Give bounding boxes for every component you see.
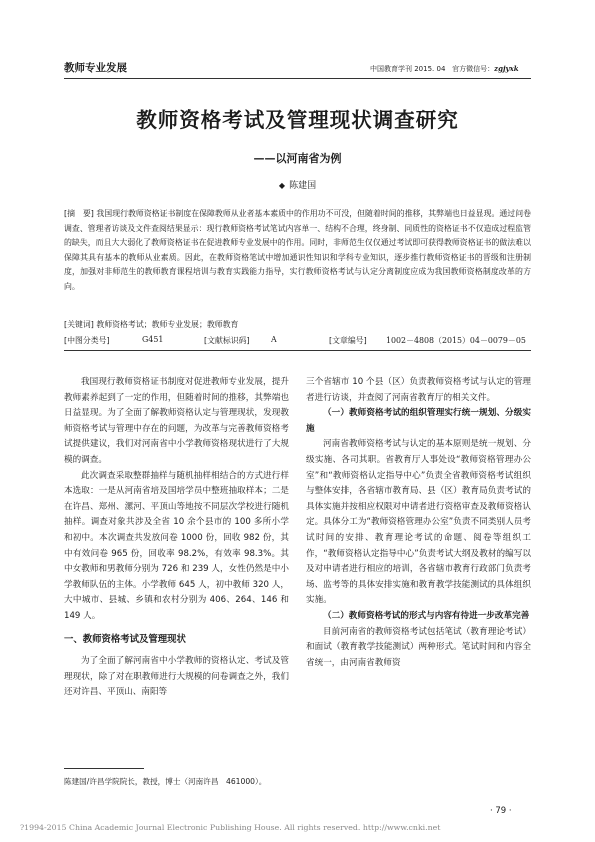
journal-header	[370, 64, 519, 74]
doc-value: A	[271, 335, 277, 344]
article-label: [文章编号]	[329, 336, 367, 345]
abstract	[64, 207, 531, 295]
footnote-rule	[64, 768, 144, 769]
subsection-heading: （一）教师资格考试的组织管理实行统一规划、分级实施	[306, 408, 531, 434]
keywords-text: 教师资格考试；教师专业发展；教师教育	[96, 320, 239, 329]
paper-subtitle: ——以河南省为例	[253, 152, 342, 165]
section-header: 教师专业发展	[64, 62, 127, 74]
section-heading: 一、教师资格考试及管理现状	[64, 633, 186, 645]
header-rule	[64, 78, 531, 79]
author-footnote: 陈建国/许昌学院院长，教授，博士（河南许昌 461000）。	[64, 777, 267, 786]
paragraph: 三个省辖市 10 个县（区）负责教师资格考试与认定的管理者进行访谈，并查阅了河南省教育厅的相关文件。	[306, 377, 531, 403]
wechat-id: zgjyxk	[494, 64, 519, 73]
paragraph: 目前河南省的教师资格考试包括笔试（教育理论考试）和面试（教育教学技能测试）两种形式。笔试时间和内容全省统一，由河南省教师资	[306, 626, 531, 668]
article-value: 1002－4808（2015）04－0079－05	[386, 336, 526, 345]
keywords	[64, 319, 531, 330]
copyright-line: ?1994-2015 China Academic Journal Electronic Publishing House. All rights reserved. http://www.cnki.net	[20, 823, 441, 832]
body-right-column	[306, 375, 531, 671]
diamond-icon: ◆	[278, 181, 286, 190]
subsection-heading: （二）教师资格考试的形式与内容有待进一步改革完善	[323, 610, 530, 621]
author-line	[64, 178, 531, 191]
abstract-label: [摘 要]	[64, 209, 94, 218]
clc-value: G451	[142, 335, 164, 344]
body-left-column	[64, 375, 289, 701]
paper-title: 教师资格考试及管理现状调查研究	[136, 108, 459, 132]
wechat-label: 官方微信号：	[452, 65, 495, 73]
journal-issue: 中国教育学刊 2015. 04	[370, 65, 446, 73]
paragraph: 河南省教师资格考试与认定的基本原则是统一规划、分级实施、各司其职。省教育厅人事处设“教师资格管理办公室”和“教师资格认定指导中心”负责全省教师资格考试组织与整体安排，各省辖市教育局、县（区）教育局负责考试的具体实施并按相应权限对申请者进行资格审查及教师资格认定。具体分工为“教师资格管理办公室”负责不同类别人员考试时间的安排、教育理论考试的命题、阅卷等组织工作，“教师资格认定指导中心”负责考试大纲及教材的编写以及对申请者进行相应的培训，各省辖市教育行政部门负责考场、监考等的具体安排实施和教育教学技能测试的具体组织实施。	[306, 439, 531, 606]
paragraph: 此次调查采取整群抽样与随机抽样相结合的方式进行样本选取：一是从河南省培及国培学员中整班抽取样本；二是在许昌、郑州、漯河、平顶山等地按不同层次学校进行随机抽样。调查对象共涉及全省 10 余个县市的 100 多所小学和初中。本次调查共发放问卷 1000 份，回收 982 份，其中有效问卷 965 份，回收率 98.2%，有效率 98.3%。其中女教师和男教师分别为 726 和 239 人，女性仍然是中小学教师队伍的主体。小学教师 645 人，初中教师 320 人，大中城市、县城、乡镇和农村分别为 406、264、146 和 149 人。	[64, 470, 289, 621]
abstract-rule	[64, 350, 531, 351]
paragraph: 我国现行教师资格证书制度对促进教师专业发展，提升教师素养起到了一定的作用，但随着时间的推移，其弊端也日益显现。为了全面了解教师资格认定与管理现状，发现教师资格考试与管理中存在的问题，为改革与完善教师资格考试提供建议，我们对河南省中小学教师资格现状进行了大规模的调查。	[64, 377, 289, 465]
page-number: · 79 ·	[490, 806, 512, 816]
clc-label: [中图分类号]	[64, 336, 110, 345]
classification-line	[64, 335, 531, 349]
author-name: 陈建国	[289, 181, 317, 191]
abstract-text: 我国现行教师资格证书制度在保障教师从业者基本素质中的作用功不可没，但随着时间的推移，其弊端也日益显现。通过问卷调查、管理者访谈及文件查阅结果显示：现行教师资格考试笔试内容单一、结构不合理，终身制、同质性的资格证书不仅造成过程监管的缺失，而且大大弱化了教师资格证书在促进教师专业发展中的作用。同时，非师范生仅仅通过考试即可获得教师资格证书的做法难以保障其具有基本的教师从业素质。因此，在教师资格笔试中增加通识性知识和学科专业知识，逐步推行教师资格证书的晋级和注册制度，加强对非师范生的教师教育课程培训与教育实践能力指导，实行教师资格考试与认定分离制度应成为我国教师资格制度改革的方向。	[64, 209, 531, 291]
keywords-label: [关键词]	[64, 320, 94, 329]
doc-label: [文献标识码]	[204, 336, 250, 345]
paragraph: 为了全面了解河南省中小学教师的资格认定、考试及管理现状，除了对在职教师进行大规模的问卷调查之外，我们还对许昌、平顶山、南阳等	[64, 656, 289, 698]
